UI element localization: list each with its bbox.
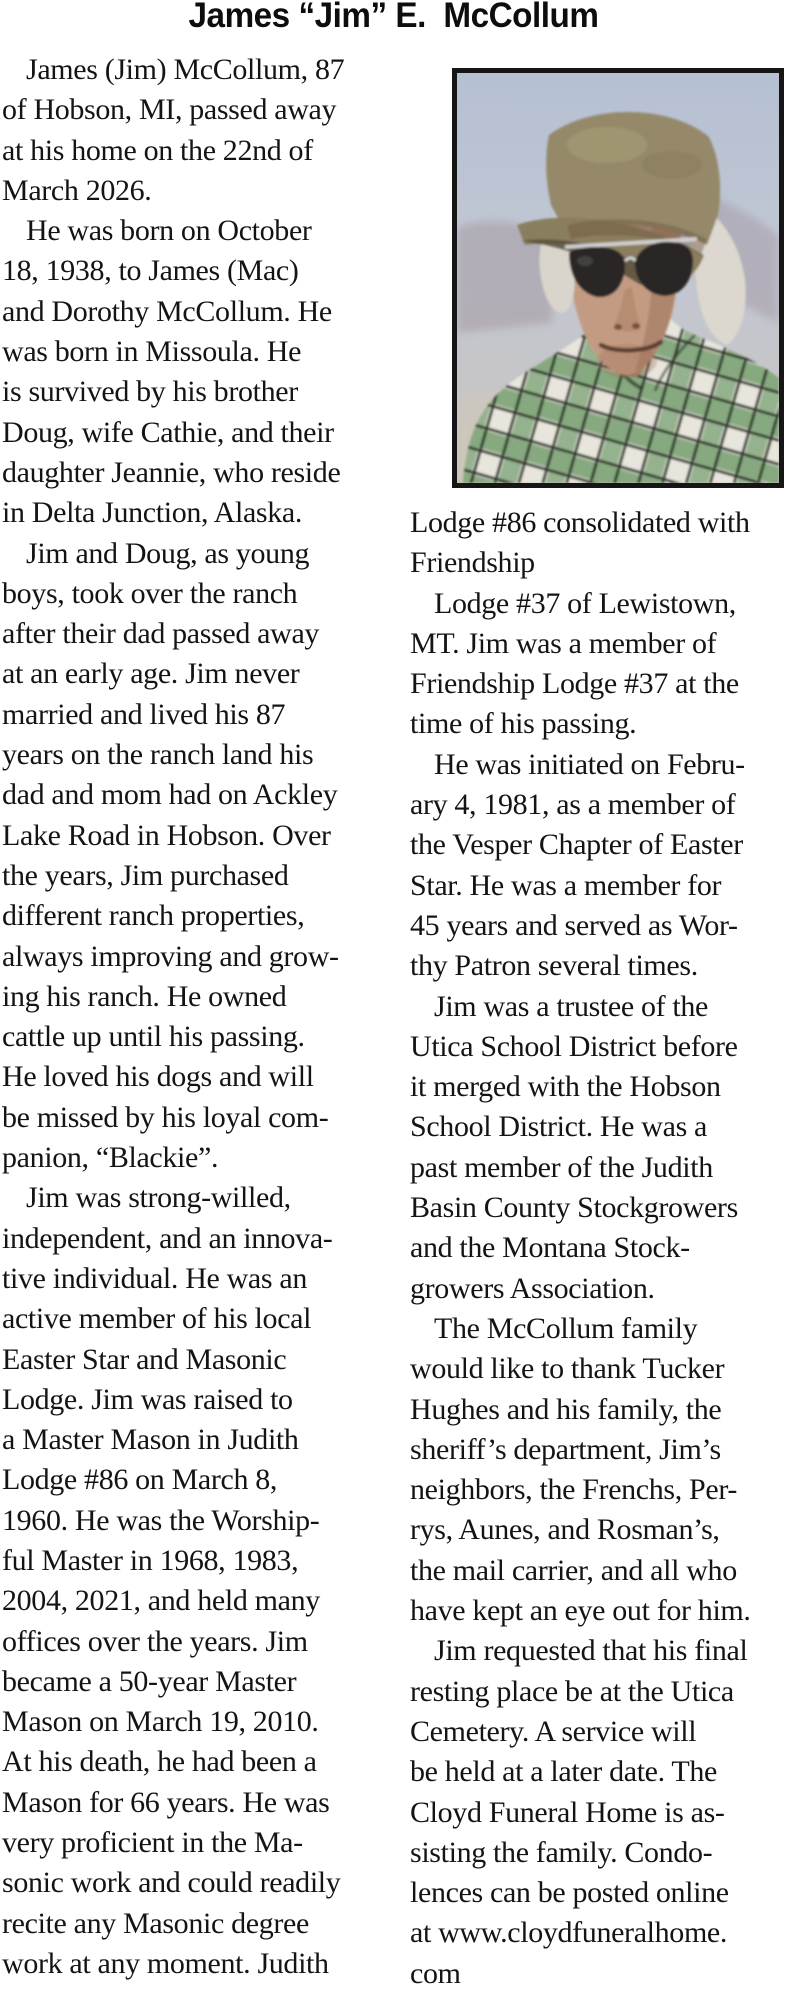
text-line: Jim requested that his final xyxy=(434,1634,748,1668)
text-line: it merged with the Hobson xyxy=(410,1070,721,1104)
text-line: 2004, 2021, and held many xyxy=(2,1584,320,1618)
text-line: boys, took over the ranch xyxy=(2,576,298,610)
paragraph xyxy=(410,745,787,987)
text-line: He was initiated on Febru- xyxy=(434,747,745,781)
paragraph xyxy=(2,1178,394,1984)
text-line: offices over the years. Jim xyxy=(2,1624,308,1658)
text-line: The McCollum family xyxy=(434,1311,698,1345)
text-line: Lodge #86 on March 8, xyxy=(2,1463,278,1497)
text-line: very proficient in the Ma- xyxy=(2,1826,303,1860)
paragraph xyxy=(410,1631,787,1994)
text-line: panion, “Blackie”. xyxy=(2,1141,219,1175)
text-line: 18, 1938, to James (Mac) xyxy=(2,254,299,288)
text-line: Cemetery. A service will xyxy=(410,1714,697,1748)
text-line: neighbors, the Frenchs, Per- xyxy=(410,1473,738,1507)
text-line: ary 4, 1981, as a member of xyxy=(410,788,736,822)
text-line: recite any Masonic degree xyxy=(2,1906,309,1940)
text-line: Lodge. Jim was raised to xyxy=(2,1382,293,1416)
text-line: Lodge #86 consolidated with xyxy=(410,506,750,539)
text-line: of Hobson, MI, passed away xyxy=(2,93,337,127)
text-line: at his home on the 22nd of xyxy=(2,133,313,167)
right-column xyxy=(410,503,787,1994)
text-line: Jim was strong-willed, xyxy=(26,1181,291,1215)
text-line: thy Patron several times. xyxy=(410,949,698,983)
text-line: time of his passing. xyxy=(410,707,637,741)
text-line: resting place be at the Utica xyxy=(410,1674,734,1708)
text-line: lences can be posted online xyxy=(410,1876,729,1910)
text-line: would like to thank Tucker xyxy=(410,1352,725,1386)
text-line: MT. Jim was a member of xyxy=(410,626,717,660)
text-line: Star. He was a member for xyxy=(410,868,722,902)
text-line: March 2026. xyxy=(2,173,152,207)
text-line: active member of his local xyxy=(2,1302,312,1336)
text-line: rys, Aunes, and Rosman’s, xyxy=(410,1513,720,1547)
text-line: past member of the Judith xyxy=(410,1150,713,1184)
text-line: married and lived his 87 xyxy=(2,697,286,731)
text-line: always improving and grow- xyxy=(2,939,339,973)
text-line: a Master Mason in Judith xyxy=(2,1423,299,1457)
text-line: was born in Missoula. He xyxy=(2,335,302,369)
text-line: the Vesper Chapter of Easter xyxy=(410,828,743,862)
text-line: ful Master in 1968, 1983, xyxy=(2,1543,299,1577)
text-line: work at any moment. Judith xyxy=(2,1946,329,1980)
paragraph xyxy=(2,534,394,1179)
text-line: growers Association. xyxy=(410,1271,655,1305)
text-line: sisting the family. Condo- xyxy=(410,1835,713,1869)
text-line: Friendship Lodge #37 at the xyxy=(410,667,739,701)
text-line: after their dad passed away xyxy=(2,617,320,651)
text-line: became a 50-year Master xyxy=(2,1664,297,1698)
text-line: Basin County Stockgrowers xyxy=(410,1191,738,1225)
text-line: be held at a later date. The xyxy=(410,1755,717,1789)
text-line: independent, and an innova- xyxy=(2,1221,333,1255)
text-line: at an early age. Jim never xyxy=(2,657,300,691)
text-line: James (Jim) McCollum, 87 xyxy=(26,53,345,86)
text-line: years on the ranch land his xyxy=(2,738,314,772)
paragraph xyxy=(410,987,787,1309)
text-line: sheriff’s department, Jim’s xyxy=(410,1432,721,1466)
portrait-photo-art xyxy=(457,73,779,483)
text-line: 45 years and served as Wor- xyxy=(410,908,738,942)
text-line: and the Montana Stock- xyxy=(410,1231,690,1265)
obituary-title: James “Jim” E. McCollum xyxy=(188,0,599,35)
text-line: cattle up until his passing. xyxy=(2,1020,305,1054)
text-line: Jim was a trustee of the xyxy=(434,989,709,1023)
text-line: Friendship xyxy=(410,546,535,580)
text-line: dad and mom had on Ackley xyxy=(2,778,338,812)
portrait-photo xyxy=(452,68,784,488)
text-line: Lake Road in Hobson. Over xyxy=(2,818,331,852)
text-line: Easter Star and Masonic xyxy=(2,1342,287,1376)
text-line: at www.cloydfuneralhome. xyxy=(410,1916,728,1950)
paragraph xyxy=(410,503,787,584)
text-line: Mason for 66 years. He was xyxy=(2,1785,330,1819)
text-line: At his death, he had been a xyxy=(2,1745,317,1779)
text-line: School District. He was a xyxy=(410,1110,708,1144)
paragraph xyxy=(2,50,394,211)
text-line: Lodge #37 of Lewistown, xyxy=(434,586,736,620)
paragraph xyxy=(410,584,787,745)
text-line: He was born on October xyxy=(26,214,312,248)
text-line: He loved his dogs and will xyxy=(2,1060,314,1094)
text-line: com xyxy=(410,1956,461,1990)
text-line: Utica School District before xyxy=(410,1029,738,1063)
paragraph xyxy=(2,211,394,533)
text-line: 1960. He was the Worship- xyxy=(2,1503,320,1537)
text-line: have kept an eye out for him. xyxy=(410,1594,751,1628)
paragraph xyxy=(410,1309,787,1631)
text-line: daughter Jeannie, who reside xyxy=(2,455,341,489)
text-line: different ranch properties, xyxy=(2,899,305,933)
text-line: is survived by his brother xyxy=(2,375,298,409)
text-line: sonic work and could readily xyxy=(2,1866,341,1900)
text-line: Hughes and his family, the xyxy=(410,1392,722,1426)
text-line: and Dorothy McCollum. He xyxy=(2,294,332,328)
text-line: the mail carrier, and all who xyxy=(410,1553,737,1587)
text-line: Cloyd Funeral Home is as- xyxy=(410,1795,725,1829)
text-line: the years, Jim purchased xyxy=(2,858,289,892)
text-line: ing his ranch. He owned xyxy=(2,979,287,1013)
text-line: Mason on March 19, 2010. xyxy=(2,1705,319,1739)
text-line: be missed by his loyal com- xyxy=(2,1100,329,1134)
text-line: tive individual. He was an xyxy=(2,1261,307,1295)
text-line: in Delta Junction, Alaska. xyxy=(2,496,303,530)
text-line: Doug, wife Cathie, and their xyxy=(2,415,334,449)
left-column xyxy=(2,50,394,1984)
text-line: Jim and Doug, as young xyxy=(26,536,310,570)
